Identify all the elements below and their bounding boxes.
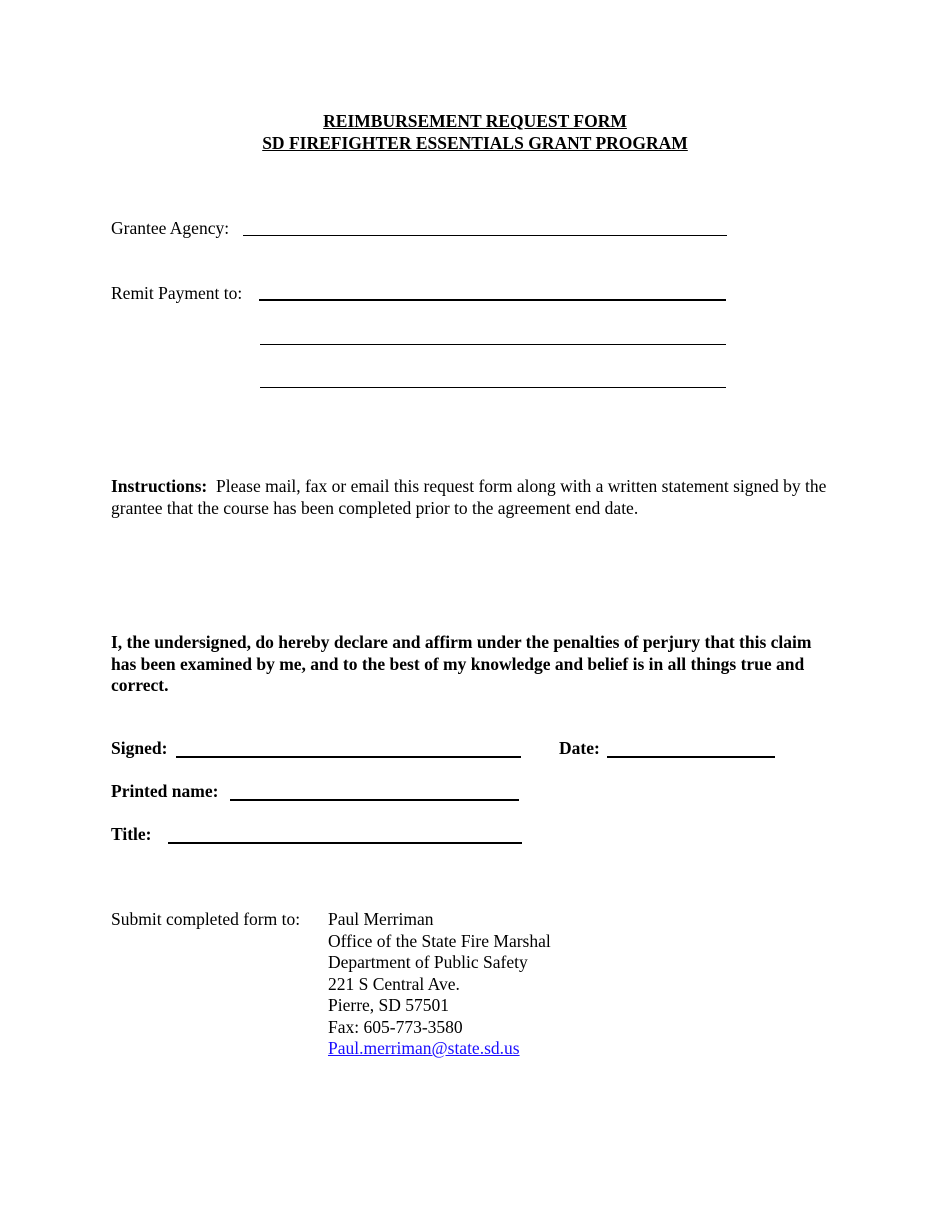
date-label: Date: — [559, 738, 600, 758]
program-title: SD FIREFIGHTER ESSENTIALS GRANT PROGRAM — [262, 133, 688, 153]
contact-email-link[interactable]: Paul.merriman@state.sd.us — [328, 1038, 520, 1058]
submit-address-block — [328, 909, 551, 1060]
contact-department: Department of Public Safety — [328, 952, 528, 972]
declaration-text: I, the undersigned, do hereby declare and affirm under the penalties of perjury that this claim has been examined by me, and to the best of my knowledge and belief is in all things true and correct. — [111, 632, 812, 695]
contact-name: Paul Merriman — [328, 909, 434, 929]
instructions-paragraph — [111, 476, 831, 519]
form-title: REIMBURSEMENT REQUEST FORM — [323, 111, 627, 131]
contact-fax: Fax: 605-773-3580 — [328, 1016, 463, 1037]
contact-office: Office of the State Fire Marshal — [328, 930, 551, 951]
grantee-agency-field[interactable] — [243, 235, 727, 236]
grantee-agency-label: Grantee Agency: — [111, 218, 230, 238]
remit-payment-field-line-2[interactable] — [260, 344, 726, 345]
remit-payment-label: Remit Payment to: — [111, 283, 243, 303]
submit-label: Submit completed form to: — [111, 909, 301, 929]
signed-field[interactable] — [176, 756, 521, 758]
title-field[interactable] — [168, 842, 522, 844]
contact-city: Pierre, SD 57501 — [328, 995, 450, 1015]
date-field[interactable] — [607, 756, 775, 758]
remit-payment-field-line-1[interactable] — [259, 299, 726, 301]
contact-street: 221 S Central Ave. — [328, 973, 460, 994]
instructions-label: Instructions: — [111, 476, 208, 496]
printed-name-field[interactable] — [230, 799, 519, 801]
title-label: Title: — [111, 824, 152, 844]
instructions-text: Please mail, fax or email this request form along with a written statement signed by the grantee that the course has been completed prior to the agreement end date. — [111, 476, 827, 518]
printed-name-label: Printed name: — [111, 781, 219, 801]
remit-payment-field-line-3[interactable] — [260, 387, 726, 388]
signed-label: Signed: — [111, 738, 168, 758]
